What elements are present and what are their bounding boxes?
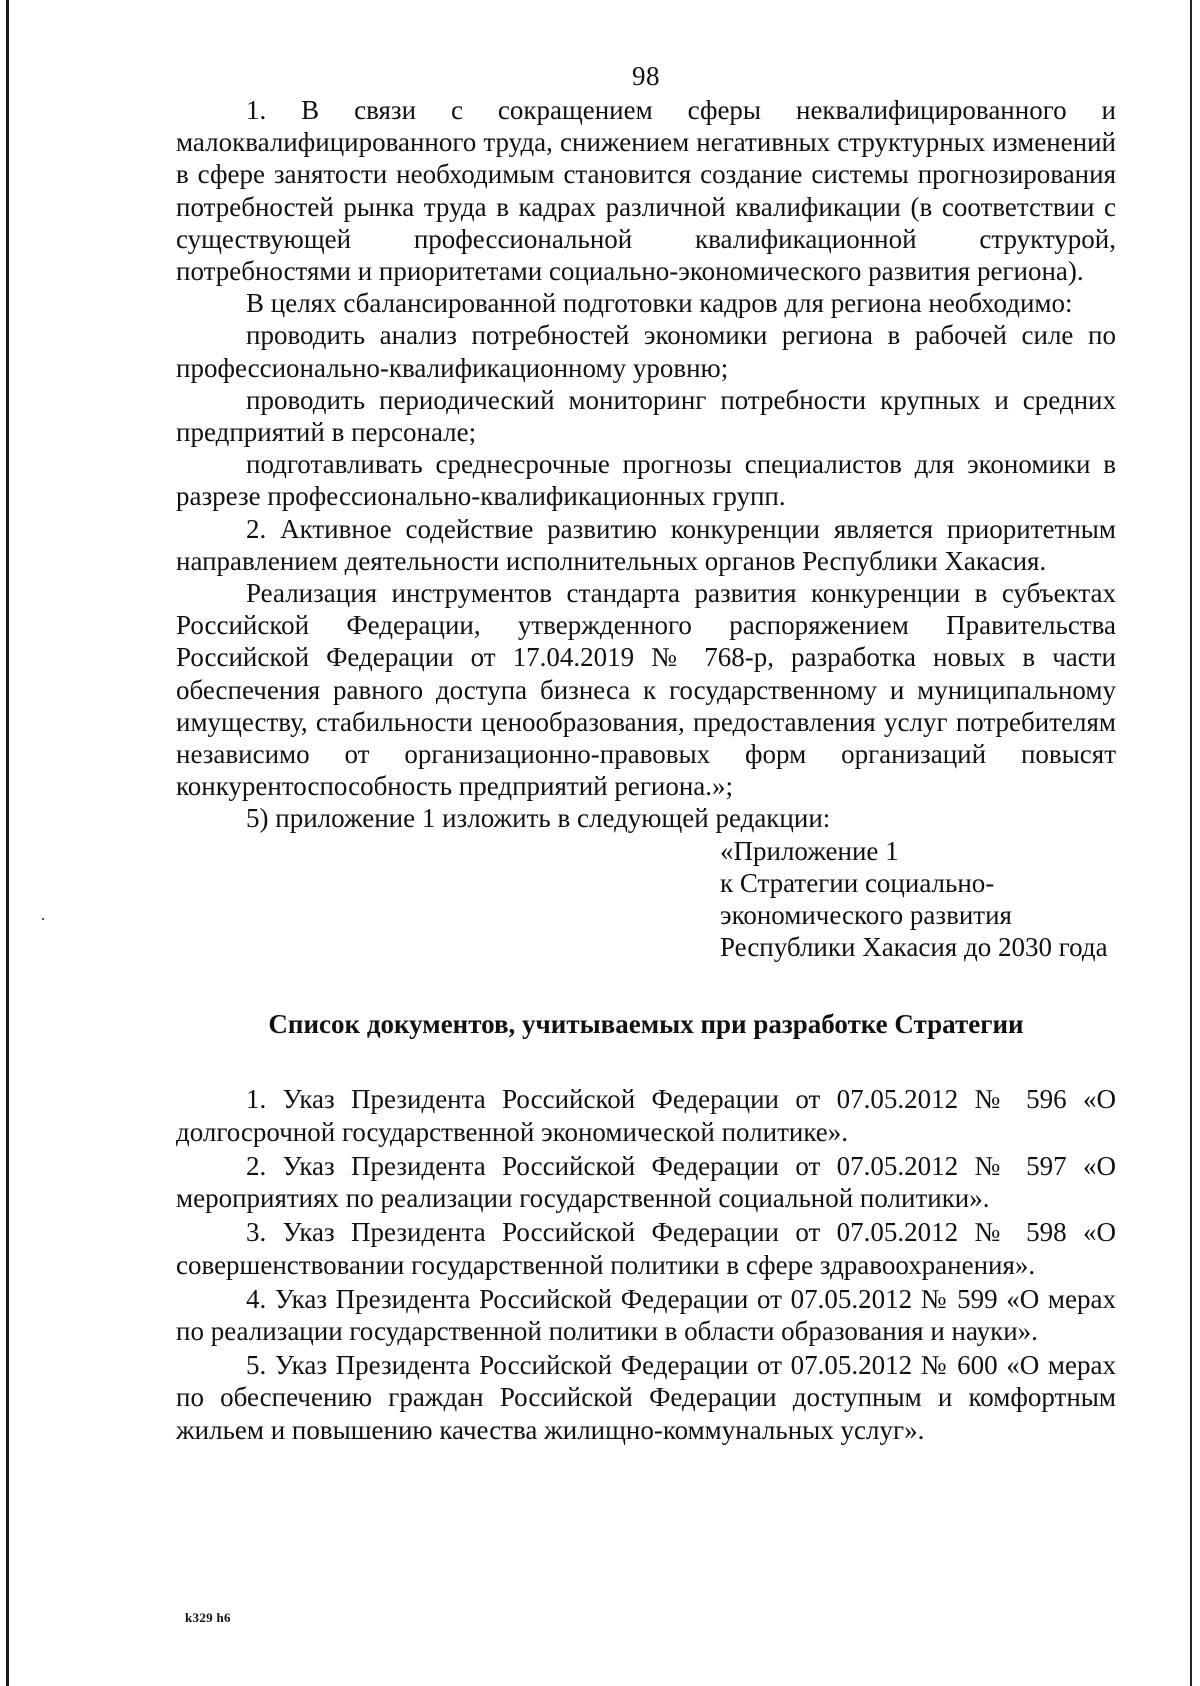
footer-code: k329 h6 [185, 1610, 231, 1625]
document-list-item: 3. Указ Президента Российской Федерации от 07.05.2012 № 598 «О совершенствовании государственной политики в сфере здравоохранения». [176, 1217, 1116, 1280]
document-list-item: 2. Указ Президента Российской Федерации от 07.05.2012 № 597 «О мероприятиях по реализации государственной социальной политики». [176, 1150, 1116, 1214]
scan-border-right [1190, 0, 1192, 1686]
document-list-item: 5. Указ Президента Российской Федерации от 07.05.2012 № 600 «О мерах по обеспечению граждан Российской Федерации доступным и комфортным жильем и повышению качества жилищно-коммунальных услуг». [176, 1350, 1116, 1445]
paragraph-labor-forecasting: 1. В связи с сокращением сферы неквалифицированного и малоквалифицированного труда, снижением негативных структурных изменений в сфере занятости необходимым становится создание системы прогнозирования потребностей рынка труда в кадрах различной квалификации (в соответствии с существующей профессиональной квалификационной структурой, потребностями и приоритетами социально-экономического развития региона). [176, 95, 1116, 287]
appendix-header-line: Республики Хакасия до 2030 года [720, 932, 1108, 963]
paragraph-monitoring: проводить периодический мониторинг потребности крупных и средних предприятий в персонале; [176, 384, 1116, 448]
paragraph-appendix-instruction: 5) приложение 1 изложить в следующей редакции: [246, 803, 831, 834]
appendix-header-line: «Приложение 1 [720, 835, 899, 866]
appendix-header-line: к Стратегии социально- [720, 867, 995, 898]
document-list-item: 4. Указ Президента Российской Федерации от 07.05.2012 № 599 «О мерах по реализации государственной политики в области образования и науки». [176, 1283, 1116, 1346]
paragraph-competition: 2. Активное содействие развитию конкуренции является приоритетным направлением деятельности исполнительных органов Республики Хакасия. [176, 513, 1116, 576]
section-title: Список документов, учитываемых при разработке Стратегии [268, 1009, 1024, 1040]
page-number: 98 [632, 61, 660, 91]
document-list-item: 1. Указ Президента Российской Федерации от 07.05.2012 № 596 «О долгосрочной государственной экономической политике». [176, 1084, 1116, 1147]
paragraph-analysis: проводить анализ потребностей экономики региона в рабочей силе по профессионально-квалификационному уровню; [176, 320, 1116, 383]
scan-speck [42, 918, 44, 920]
document-page [176, 58, 1116, 1448]
paragraph-training-goals: В целях сбалансированной подготовки кадров для региона необходимо: [246, 288, 1073, 319]
appendix-header [720, 835, 1116, 964]
paragraph-forecasts: подготавливать среднесрочные прогнозы специалистов для экономики в разрезе профессионально-квалификационных групп. [176, 449, 1116, 512]
paragraph-competition-standard: Реализация инструментов стандарта развития конкуренции в субъектах Российской Федерации, утвержденного распоряжением Правительства Российской Федерации от 17.04.2019 № 768-р, разработка новых в части обеспечения равного доступа бизнеса к государственному и муниципальному имуществу, стабильности ценообразования, предоставления услуг потребителям независимо от организационно-правовых форм организаций повысят конкурентоспособность предприятий региона.»; [176, 578, 1116, 802]
scan-border-left [6, 0, 9, 1686]
appendix-header-line: экономического развития [720, 900, 1012, 931]
